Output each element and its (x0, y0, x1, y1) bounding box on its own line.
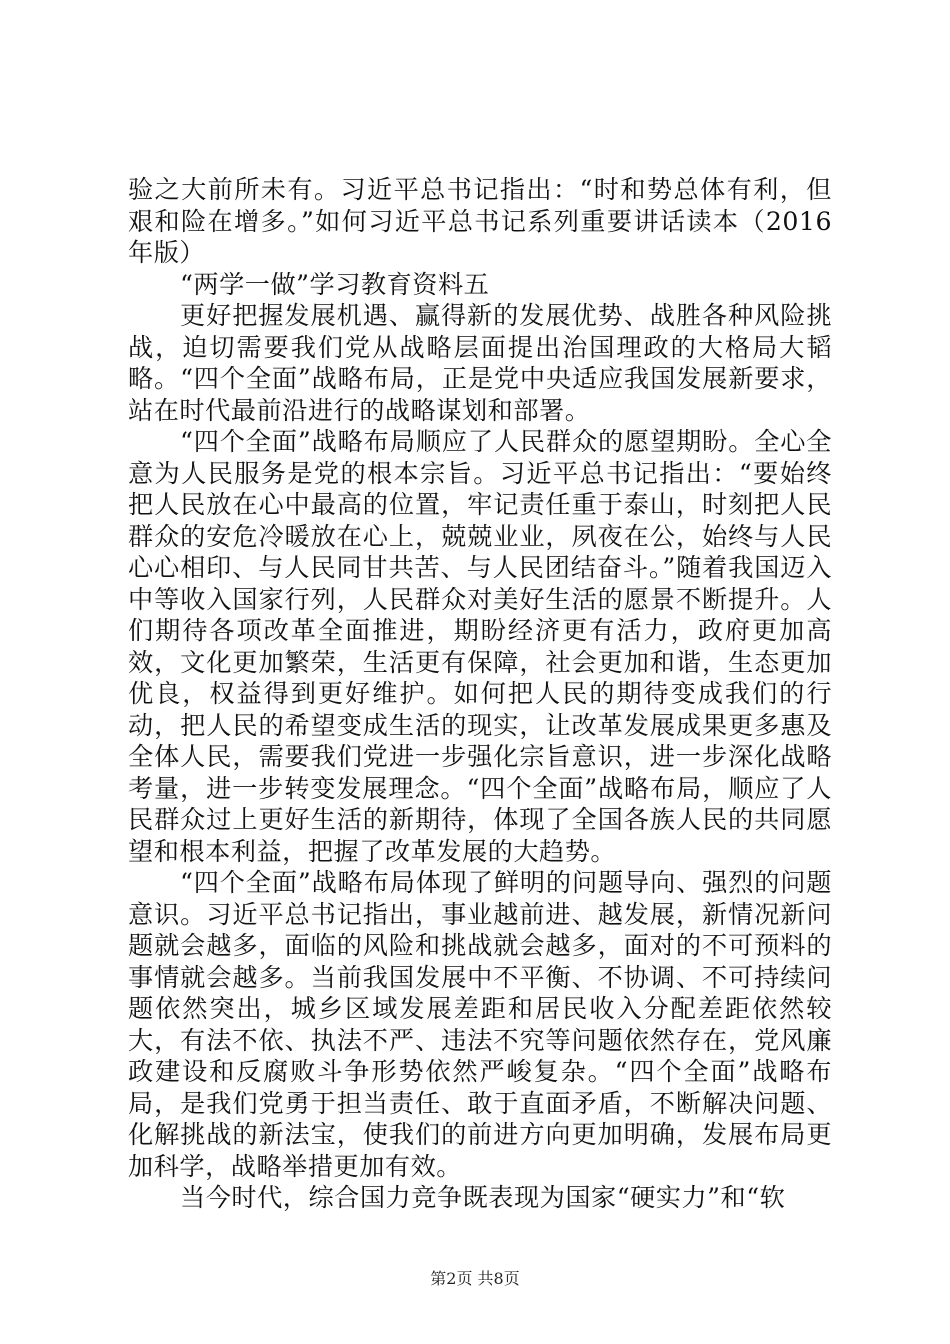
page-number-footer: 第2页 共8页 (430, 1269, 520, 1288)
paragraph-1: 验之大前所未有。习近平总书记指出：“时和势总体有利，但艰和险在增多。”如何习近平总书记系列重要讲话读本（2016年版） (128, 175, 832, 267)
paragraph-2-heading: “两学一做”学习教育资料五 (180, 269, 490, 299)
paragraph-4: “四个全面”战略布局顺应了人民群众的愿望期盼。全心全意为人民服务是党的根本宗旨。习近平总书记指出：“要始终把人民放在心中最高的位置，牢记责任重于泰山，时刻把人民群众的安危冷暖放在心上，兢兢业业，夙夜在公，始终与人民心心相印、与人民同甘共苦、与人民团结奋斗。”随着我国迈入中等收入国家行列，人民群众对美好生活的愿景不断提升。人们期待各项改革全面推进，期盼经济更有活力，政府更加高效，文化更加繁荣，生活更有保障，社会更加和谐，生态更加优良，权益得到更好维护。如何把人民的期待变成我们的行动，把人民的希望变成生活的现实，让改革发展成果更多惠及全体人民，需要我们党进一步强化宗旨意识，进一步深化战略考量，进一步转变发展理念。“四个全面”战略布局，顺应了人民群众过上更好生活的新期待，体现了全国各族人民的共同愿望和根本利益，把握了改革发展的大趋势。 (128, 427, 832, 866)
paragraph-5: “四个全面”战略布局体现了鲜明的问题导向、强烈的问题意识。习近平总书记指出，事业越前进、越发展，新情况新问题就会越多，面临的风险和挑战就会越多，面对的不可预料的事情就会越多。当前我国发展中不平衡、不协调、不可持续问题依然突出，城乡区域发展差距和居民收入分配差距依然较大，有法不依、执法不严、违法不究等问题依然存在，党风廉政建设和反腐败斗争形势依然严峻复杂。“四个全面”战略布局，是我们党勇于担当责任、敢于直面矛盾，不断解决问题、化解挑战的新法宝，使我们的前进方向更加明确，发展布局更加科学，战略举措更加有效。 (128, 868, 832, 1181)
paragraph-6: 当今时代，综合国力竞争既表现为国家“硬实力”和“软 (180, 1183, 786, 1212)
paragraph-3: 更好把握发展机遇、赢得新的发展优势、战胜各种风险挑战，迫切需要我们党从战略层面提出治国理政的大格局大韬略。“四个全面”战略布局，正是党中央适应我国发展新要求，站在时代最前沿进行的战略谋划和部署。 (128, 301, 832, 425)
document-body (128, 174, 832, 1214)
